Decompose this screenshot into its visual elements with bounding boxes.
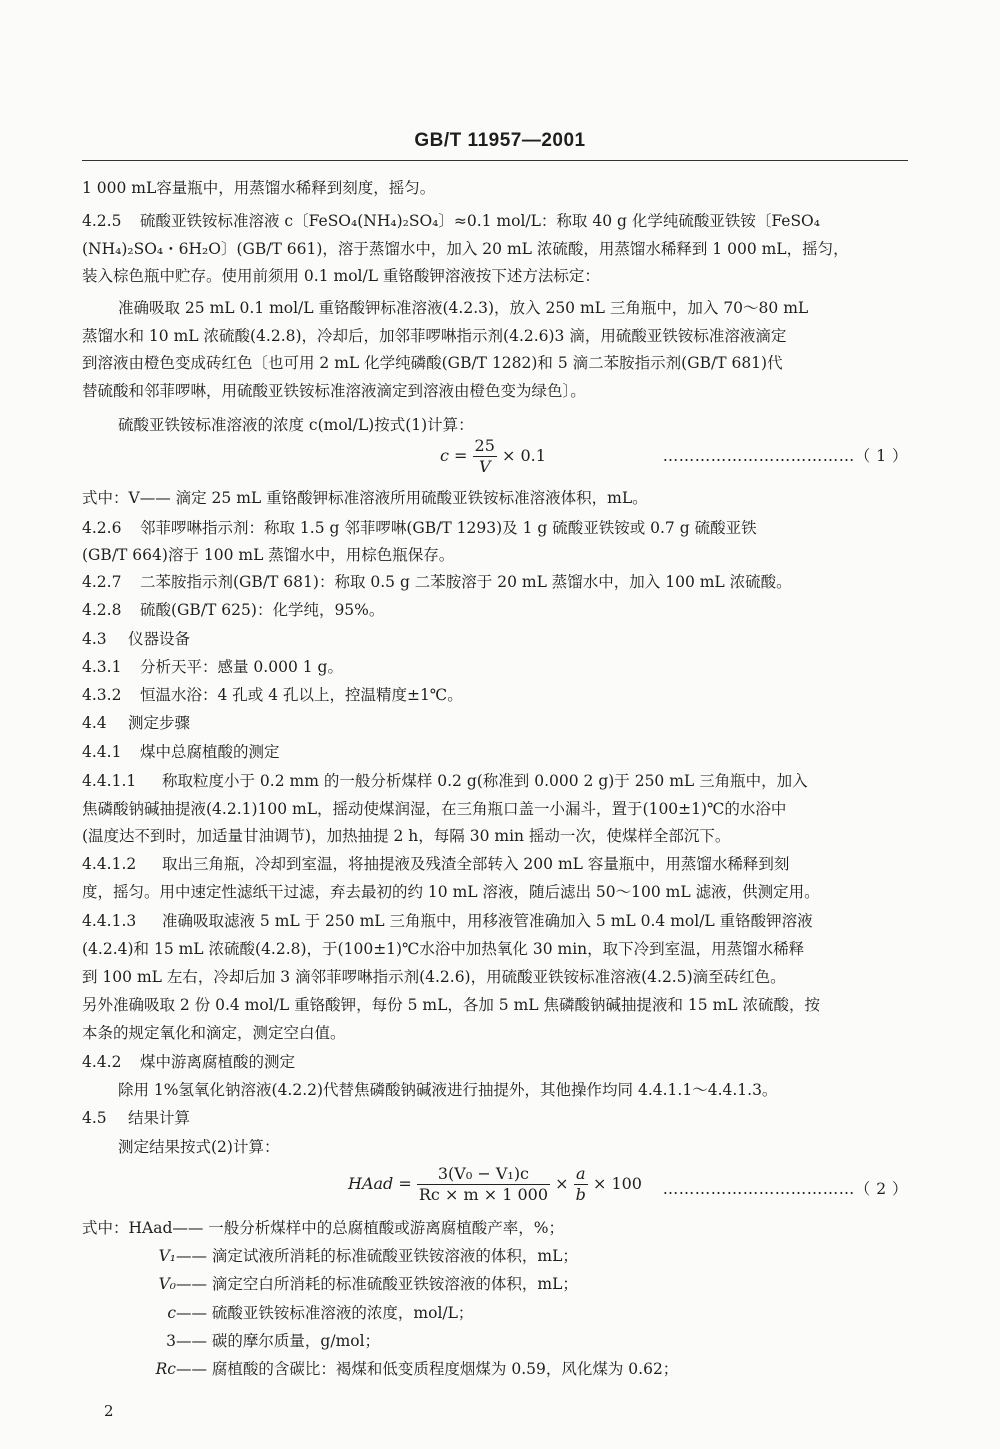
definition-symbol: Rc bbox=[155, 1360, 176, 1378]
eq1-fraction bbox=[473, 436, 497, 477]
equation-1-tag: ………………………………（ 1 ） bbox=[662, 447, 908, 465]
eq1-numerator: 25 bbox=[474, 436, 495, 455]
text-line: 邻菲啰啉指示剂：称取 1.5 g 邻菲啰啉(GB/T 1293)及 1 g 硫酸亚铁铵或 0.7 g 硫酸亚铁 bbox=[140, 519, 757, 537]
eq2-fraction bbox=[417, 1164, 550, 1205]
clause-number: 4.2.6 bbox=[82, 519, 122, 537]
section-heading: 煤中游离腐植酸的测定 bbox=[140, 1053, 296, 1071]
text-line: 测定结果按式(2)计算： bbox=[118, 1138, 280, 1156]
text-line: 蒸馏水和 10 mL 浓硫酸(4.2.8)，冷却后，加邻菲啰啉指示剂(4.2.6)3 滴，用硫酸亚铁铵标准溶液滴定 bbox=[82, 327, 787, 345]
text-line: 恒温水浴：4 孔或 4 孔以上，控温精度±1℃。 bbox=[140, 686, 463, 704]
clause-4-4 bbox=[82, 711, 908, 735]
text-line: (温度达不到时，加适量甘油调节)，加热抽提 2 h，每隔 30 min 摇动一次，使煤样全部沉下。 bbox=[82, 827, 731, 845]
text-line: 取出三角瓶，冷却到室温，将抽提液及残渣全部转入 200 mL 容量瓶中，用蒸馏水稀释到刻 bbox=[162, 855, 790, 873]
text-line: 硫酸亚铁铵标准溶液的浓度 c(mol/L)按式(1)计算： bbox=[118, 416, 474, 434]
text-line: 1 000 mL容量瓶中，用蒸馏水稀释到刻度，摇匀。 bbox=[82, 179, 436, 197]
clause-4-3 bbox=[82, 627, 908, 651]
running-header: GB/T 11957—2001 bbox=[414, 130, 586, 151]
definition-line bbox=[106, 1301, 473, 1323]
eq2-numerator-2: a bbox=[575, 1164, 586, 1183]
text-line: 二苯胺指示剂(GB/T 681)：称取 0.5 g 二苯胺溶于 20 mL 蒸馏水中，加入 100 mL 浓硫酸。 bbox=[140, 573, 792, 591]
text-line: (4.2.4)和 15 mL 浓硫酸(4.2.8)，于(100±1)℃水浴中加热氧化 30 min，取下冷到室温，用蒸馏水稀释 bbox=[82, 940, 805, 958]
eq2-rest: × 100 bbox=[592, 1174, 642, 1193]
text-line: 硫酸亚铁铵标准溶液 c〔FeSO₄(NH₄)₂SO₄〕≈0.1 mol/L：称取 40 g 化学纯硫酸亚铁铵〔FeSO₄ bbox=[140, 212, 820, 230]
definition-text: —— 硫酸亚铁铵标准溶液的浓度，mol/L； bbox=[176, 1304, 474, 1322]
definition-text: —— 腐植酸的含碳比：褐煤和低变质程度烟煤为 0.59，风化煤为 0.62； bbox=[176, 1360, 679, 1378]
equation-2 bbox=[348, 1164, 642, 1205]
text-line: 度，摇匀。用中速定性滤纸干过滤，弃去最初的约 10 mL 溶液，随后滤出 50～100 mL 滤液，供测定用。 bbox=[82, 883, 820, 901]
eq2-fraction-2 bbox=[574, 1164, 588, 1205]
definition-symbol: V₁ bbox=[158, 1247, 176, 1265]
text-line: 到溶液由橙色变成砖红色〔也可用 2 mL 化学纯磷酸(GB/T 1282)和 5 滴二苯胺指示剂(GB/T 681)代 bbox=[82, 354, 783, 372]
definition-text: —— 一般分析煤样中的总腐植酸或游离腐植酸产率，%； bbox=[172, 1219, 565, 1237]
clause-4-4-1-2 bbox=[82, 852, 908, 876]
eq2-lhs: HAad = bbox=[348, 1174, 412, 1193]
definition-symbol: c bbox=[167, 1304, 176, 1322]
text-line: (GB/T 664)溶于 100 mL 蒸馏水中，用棕色瓶保存。 bbox=[82, 546, 455, 564]
text-line: 另外准确吸取 2 份 0.4 mol/L 重铬酸钾，每份 5 mL，各加 5 mL 焦磷酸钠碱抽提液和 15 mL 浓硫酸，按 bbox=[82, 996, 820, 1014]
clause-number: 4.2.7 bbox=[82, 573, 122, 591]
text-line: 焦磷酸钠碱抽提液(4.2.1)100 mL，摇动使煤润湿，在三角瓶口盖一小漏斗，置于(100±1)℃的水浴中 bbox=[82, 800, 787, 818]
section-heading: 仪器设备 bbox=[128, 630, 191, 648]
text-line: 硫酸(GB/T 625)：化学纯，95%。 bbox=[140, 601, 385, 619]
definition-symbol: 式中：HAad bbox=[82, 1219, 173, 1237]
clause-number: 4.3 bbox=[82, 630, 107, 648]
text-line: 替硫酸和邻菲啰啉，用硫酸亚铁铵标准溶液滴定到溶液由橙色变为绿色〕。 bbox=[82, 382, 586, 400]
section-heading: 测定步骤 bbox=[128, 714, 191, 732]
clause-4-5 bbox=[82, 1106, 908, 1130]
clause-4-2-7 bbox=[82, 570, 908, 594]
eq1-denominator: V bbox=[473, 456, 497, 477]
eq2-numerator: 3(V₀ − V₁)c bbox=[437, 1164, 530, 1183]
equation-1 bbox=[440, 436, 546, 477]
clause-number: 4.3.1 bbox=[82, 658, 122, 676]
definition-symbol: 3 bbox=[166, 1332, 176, 1350]
clause-4-2-6 bbox=[82, 516, 908, 540]
clause-number: 4.5 bbox=[82, 1109, 107, 1127]
eq2-times: × bbox=[555, 1174, 569, 1193]
definition-line bbox=[82, 1216, 564, 1238]
clause-4-4-2 bbox=[82, 1050, 908, 1074]
text-line: 称取粒度小于 0.2 mm 的一般分析煤样 0.2 g(称准到 0.000 2 g)于 250 mL 三角瓶中，加入 bbox=[162, 772, 808, 790]
clause-4-3-2 bbox=[82, 683, 908, 707]
definition-line bbox=[106, 1357, 678, 1379]
clause-number: 4.4.2 bbox=[82, 1053, 122, 1071]
clause-number: 4.4.1.1 bbox=[82, 772, 137, 790]
section-heading: 煤中总腐植酸的测定 bbox=[140, 743, 280, 761]
definition-text: —— 滴定试液所消耗的标准硫酸亚铁铵溶液的体积，mL； bbox=[176, 1247, 578, 1265]
clause-number: 4.2.5 bbox=[82, 212, 122, 230]
text-line: 准确吸取 25 mL 0.1 mol/L 重铬酸钾标准溶液(4.2.3)，放入 250 mL 三角瓶中，加入 70～80 mL bbox=[118, 299, 809, 317]
definition-text: —— 滴定空白所消耗的标准硫酸亚铁铵溶液的体积，mL； bbox=[176, 1275, 578, 1293]
clause-number: 4.3.2 bbox=[82, 686, 122, 704]
text-line: 到 100 mL 左右，冷却后加 3 滴邻菲啰啉指示剂(4.2.6)，用硫酸亚铁铵标准溶液(4.2.5)滴至砖红色。 bbox=[82, 968, 786, 986]
eq1-rest: × 0.1 bbox=[502, 446, 546, 465]
text-line: 准确吸取滤液 5 mL 于 250 mL 三角瓶中，用移液管准确加入 5 mL 0.4 mol/L 重铬酸钾溶液 bbox=[162, 912, 813, 930]
clause-4-2-8 bbox=[82, 598, 908, 622]
eq1-lhs: c = bbox=[440, 446, 468, 465]
definition-line bbox=[106, 1329, 380, 1351]
definition-symbol: V₀ bbox=[158, 1275, 176, 1293]
clause-4-4-1-3 bbox=[82, 909, 908, 933]
eq2-denominator: Rc × m × 1 000 bbox=[418, 1185, 549, 1204]
clause-4-2-5 bbox=[82, 209, 908, 233]
text-line: 分析天平：感量 0.000 1 g。 bbox=[140, 658, 343, 676]
clause-4-4-1 bbox=[82, 740, 908, 764]
text-line: (NH₄)₂SO₄・6H₂O〕(GB/T 661)，溶于蒸馏水中，加入 20 mL 浓硫酸，用蒸馏水稀释到 1 000 mL，摇匀， bbox=[82, 240, 849, 258]
clause-number: 4.4 bbox=[82, 714, 107, 732]
definition-line bbox=[106, 1272, 578, 1294]
text-line: 除用 1%氢氧化钠溶液(4.2.2)代替焦磷酸钠碱液进行抽提外，其他操作均同 4.4.1.1～4.4.1.3。 bbox=[118, 1081, 778, 1099]
eq2-denominator-2: b bbox=[575, 1185, 586, 1204]
text-line: 式中：V—— 滴定 25 mL 重铬酸钾标准溶液所用硫酸亚铁铵标准溶液体积，mL。 bbox=[82, 489, 648, 507]
header-rule bbox=[82, 160, 908, 161]
page-number: 2 bbox=[104, 1402, 114, 1420]
text-line: 装入棕色瓶中贮存。使用前须用 0.1 mol/L 重铬酸钾溶液按下述方法标定： bbox=[82, 267, 600, 285]
definition-line bbox=[106, 1244, 578, 1266]
clause-number: 4.4.1.3 bbox=[82, 912, 137, 930]
clause-4-3-1 bbox=[82, 655, 908, 679]
section-heading: 结果计算 bbox=[128, 1109, 191, 1127]
clause-4-4-1-1 bbox=[82, 769, 908, 793]
clause-number: 4.4.1 bbox=[82, 743, 122, 761]
clause-number: 4.2.8 bbox=[82, 601, 122, 619]
equation-2-tag: ………………………………（ 2 ） bbox=[662, 1180, 908, 1198]
definition-text: —— 碳的摩尔质量，g/mol； bbox=[176, 1332, 381, 1350]
clause-number: 4.4.1.2 bbox=[82, 855, 137, 873]
text-line: 本条的规定氧化和滴定，测定空白值。 bbox=[82, 1024, 346, 1042]
